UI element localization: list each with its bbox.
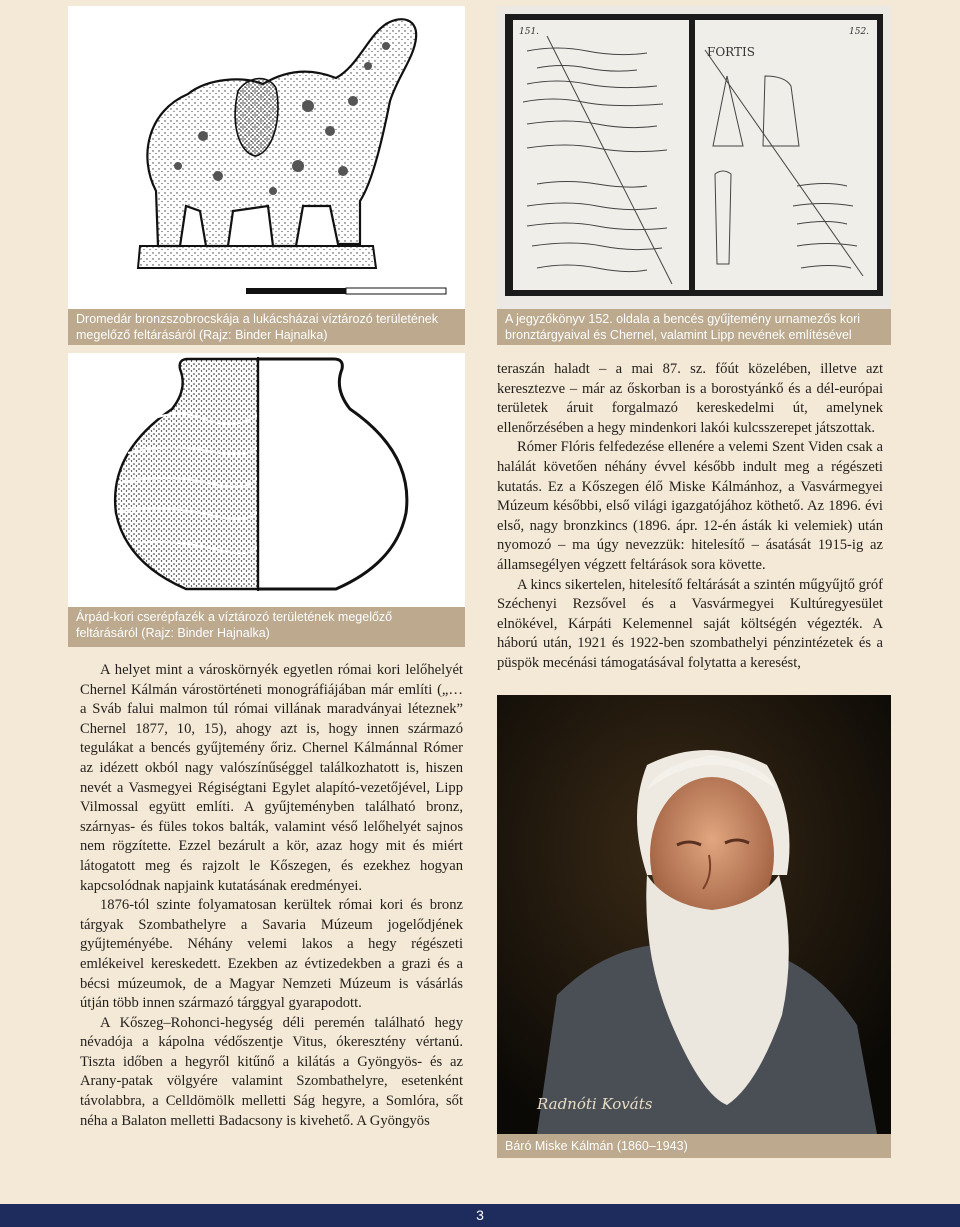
left-paragraph-1: A helyet mint a városkörnyék egyetlen római kori lelőhelyét Chernel Kálmán várostörténeti monográfiájában már említi („… a Sváb falui malmon túl római villának maradványai léteznek” Chernel 1877, 10, 15), ahogy azt is, hogy innen származó tegulákat a bencés gyűjtemény őriz. Chernel Kálmánnal Rómer az idézett okból nagy valószínűséggel találkozhatott is, hiszen nevét a Vasmegyei Régiségtani Egylet alapító-vezetőjével, Lipp Vilmossal együtt említi. A gyűjteményben található bronz, szárnyas- és füles tokos balták, valamint véső lelőhelyét sajnos nem rögzítette. Ezzel bezárult a kör, azaz hogy mit és miért látogatott meg és rajzolt le Kőszegen, és ezekhez hogyan kapcsolódnak napjaink kutatásának eredményei. bbox=[80, 662, 463, 894]
portrait-signature: Radnóti Kováts bbox=[537, 1095, 653, 1113]
notebook-page-right: 152. bbox=[849, 27, 870, 37]
portrait-figure bbox=[497, 695, 891, 1134]
pot-caption: Árpád-kori cserépfazék a víztározó területének megelőző feltárásáról (Rajz: Binder Hajnalka) bbox=[68, 607, 465, 647]
dromedary-caption: Dromedár bronzszobrocskája a lukácsházai víztározó területének megelőző feltárásáról (Rajz: Binder Hajnalka) bbox=[68, 309, 465, 345]
notebook-drawing bbox=[497, 6, 891, 309]
right-paragraph-3: A kincs sikertelen, hitelesítő feltárását a szintén műgyűjtő gróf Széchenyi Rezsővel és a Vasvármegyei Kultúregyesület elnökével, Kárpáti Kelemennel saját költségén végezték. A háború után, 1921 és 1922-ben szombathelyi pénzintézetek és a püspök mecénási támogatásával folytatta a keresést, bbox=[497, 576, 883, 671]
left-paragraph-2: 1876-tól szinte folyamatosan kerültek római kori és bronz tárgyak Szombathelyre a Savaria Múzeum jogelődjének gyűjteményébe. Néhány velemi lakos a hegy régészeti emlékeivel kereskedett. Ezekben az évtizedekben a grazi és a bécsi múzeumok, de a Magyar Nemzeti Múzeum is vásárlás útján több innen származó tárggyal gyarapodott. bbox=[80, 897, 463, 1012]
page-number: 3 bbox=[476, 1207, 484, 1223]
page-footer bbox=[0, 1204, 960, 1227]
dromedary-drawing bbox=[68, 6, 465, 309]
left-paragraph-3: A Kőszeg–Rohonci-hegység déli peremén található hegy névadója a kápolna védőszentje Vitus, ókeresztény vértanú. Tiszta időben a hegyről kitűnő a kilátás a Gyöngyös- és az Arany-patak völgyére valamint Szombathelyre, esetenként távolabbra, a Celldömölk melletti Ság hegyre, a Somlóra, sőt néha a Balaton melletti Badacsony is kivehető. A Gyöngyös bbox=[80, 1014, 463, 1129]
pot-figure bbox=[68, 353, 465, 607]
left-column-text bbox=[80, 661, 463, 1131]
notebook-figure bbox=[497, 6, 891, 309]
notebook-fortis-label: FORTIS bbox=[707, 45, 755, 59]
dromedary-figure bbox=[68, 6, 465, 309]
right-paragraph-1: teraszán haladt – a mai 87. sz. főút közelében, illetve azt keresztezve – már az őskorban is a borostyánkő és a dél-európai területek áruit forgalmazó kereskedelmi út, amelynek ellenőrzésében a hegy mindenkori lakói kulcsszerepet játszottak. bbox=[497, 361, 883, 436]
notebook-caption: A jegyzőkönyv 152. oldala a bencés gyűjtemény urnamezős kori bronztárgyaival és Chernel, valamint Lipp nevének említésével bbox=[497, 309, 891, 345]
portrait-painting bbox=[497, 695, 891, 1134]
pot-drawing bbox=[68, 353, 465, 607]
right-paragraph-2: Rómer Flóris felfedezése ellenére a velemi Szent Viden csak a halálát követően néhány évvel később indult meg a régészeti kutatás. Ez a Kőszegen élő Miske Kálmánhoz, a Vasvármegyei Múzeum későbbi, első világi igazgatójához köthető. Az 1896. évi első, nagy bronzkincs (1896. ápr. 12-én ásták ki velemiek) után nyomozó – ma úgy nevezzük: hitelesítő – ásatását 1915-ig az államsegélyen végzett feltárások sora követte. bbox=[497, 439, 883, 573]
portrait-caption: Báró Miske Kálmán (1860–1943) bbox=[497, 1134, 891, 1158]
notebook-page-left: 151. bbox=[519, 27, 540, 37]
right-column-text bbox=[497, 360, 883, 674]
